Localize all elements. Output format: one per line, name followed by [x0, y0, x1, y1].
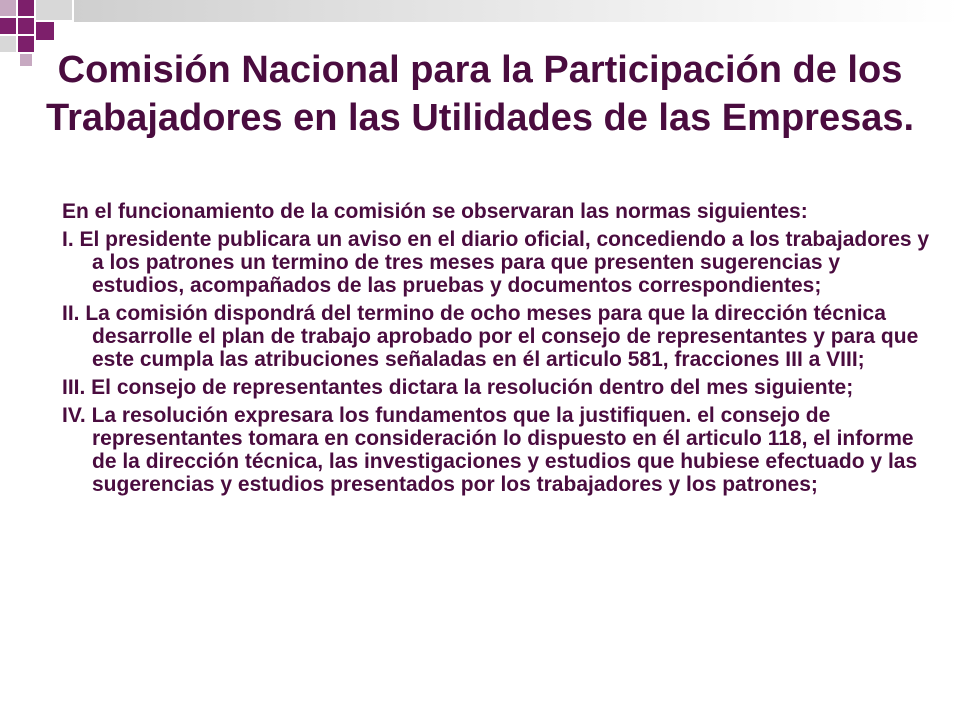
decorative-square	[36, 0, 72, 20]
intro-paragraph: En el funcionamiento de la comisión se observaran las normas siguientes:	[62, 200, 808, 223]
decorative-square	[36, 22, 54, 40]
list-item-2: II. La comisión dispondrá del termino de ocho meses para que la dirección técnica desarrolle el plan de trabajo aprobado por el consejo de representantes y para que este cumpla las atribuciones señaladas en él articulo 581, fracciones III a VIII;	[62, 302, 919, 371]
decorative-square	[18, 18, 34, 34]
list-item-1: I. El presidente publicara un aviso en el diario oficial, concediendo a los trabajadores y a los patrones un termino de tres meses para que presenten sugerencias y estudios, acompañados de las pruebas y documentos correspondientes;	[62, 228, 930, 297]
list-item-4: IV. La resolución expresara los fundamentos que la justifiquen. el consejo de representantes tomara en consideración lo dispuesto en él articulo 118, el informe de la dirección técnica, las investigaciones y estudios que hubiese efectuado y las sugerencias y estudios presentados por los trabajadores y los patrones;	[62, 404, 918, 496]
slide-title: Comisión Nacional para la Participación de los Trabajadores en las Utilidades de las Empresas.	[45, 49, 915, 139]
decorative-square	[0, 18, 16, 34]
slide-body	[60, 200, 930, 501]
header-gradient-bar	[74, 0, 960, 22]
decorative-square	[0, 0, 16, 16]
decorative-square	[18, 36, 34, 52]
decorative-square	[0, 36, 16, 52]
decorative-square	[18, 0, 34, 16]
list-item-3: III. El consejo de representantes dictara la resolución dentro del mes siguiente;	[62, 376, 854, 399]
decorative-square	[20, 54, 32, 66]
